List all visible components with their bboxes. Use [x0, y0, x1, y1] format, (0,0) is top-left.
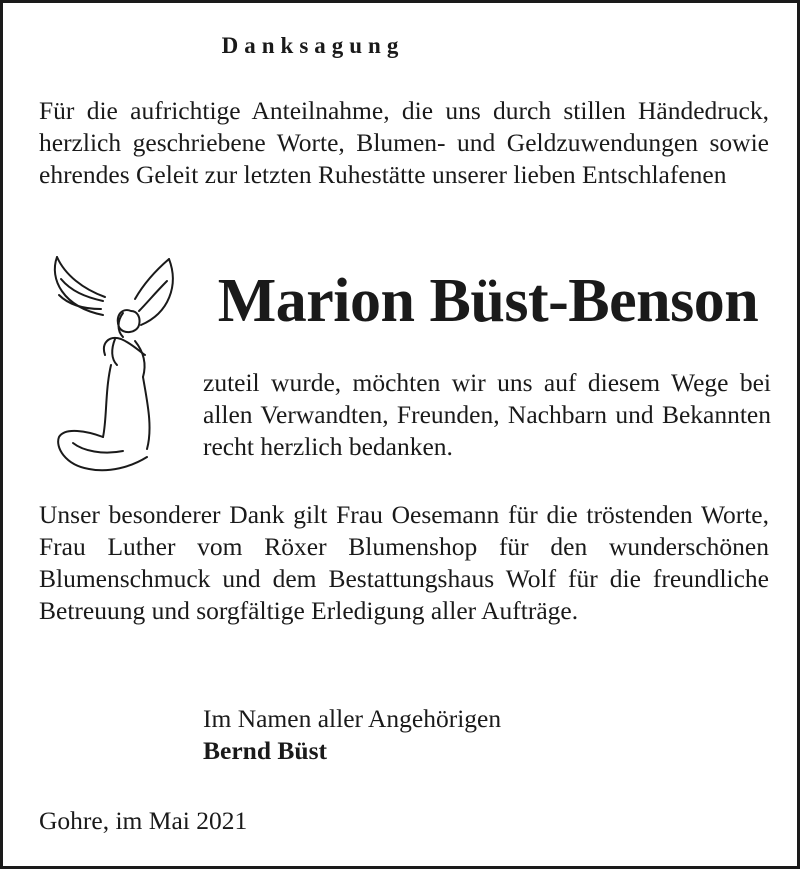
- special-thanks-paragraph: Unser besonderer Dank gilt Frau Oesemann für die tröstenden Worte, Frau Luther vom Röxer Blumenshop für den wunderschönen Blumenschmuck und dem Bestattungshaus Wolf für die freundliche Betreuung und sorgfältige Erledigung aller Aufträge.: [39, 500, 769, 625]
- closing-block: [203, 703, 501, 767]
- place-date: Gohre, im Mai 2021: [39, 806, 248, 835]
- angel-icon: [43, 251, 183, 479]
- closing-line: Im Namen aller Angehörigen: [203, 704, 502, 733]
- thanks-paragraph: zuteil wurde, möchten wir uns auf diesem Wege bei allen Verwandten, Freunden, Nachbarn und Bekannten recht herzlich bedanken.: [203, 368, 771, 461]
- notice-heading: Danksagung: [221, 33, 405, 58]
- signer-name: Bernd Büst: [203, 736, 327, 765]
- deceased-name: Marion Büst-Benson: [217, 267, 759, 335]
- intro-paragraph: Für die aufrichtige Anteilnahme, die uns durch stillen Händedruck, herzlich geschriebene Worte, Blumen- und Geldzuwendungen sowie ehrendes Geleit zur letzten Ruhestätte unserer lieben Entschlafenen: [39, 96, 769, 189]
